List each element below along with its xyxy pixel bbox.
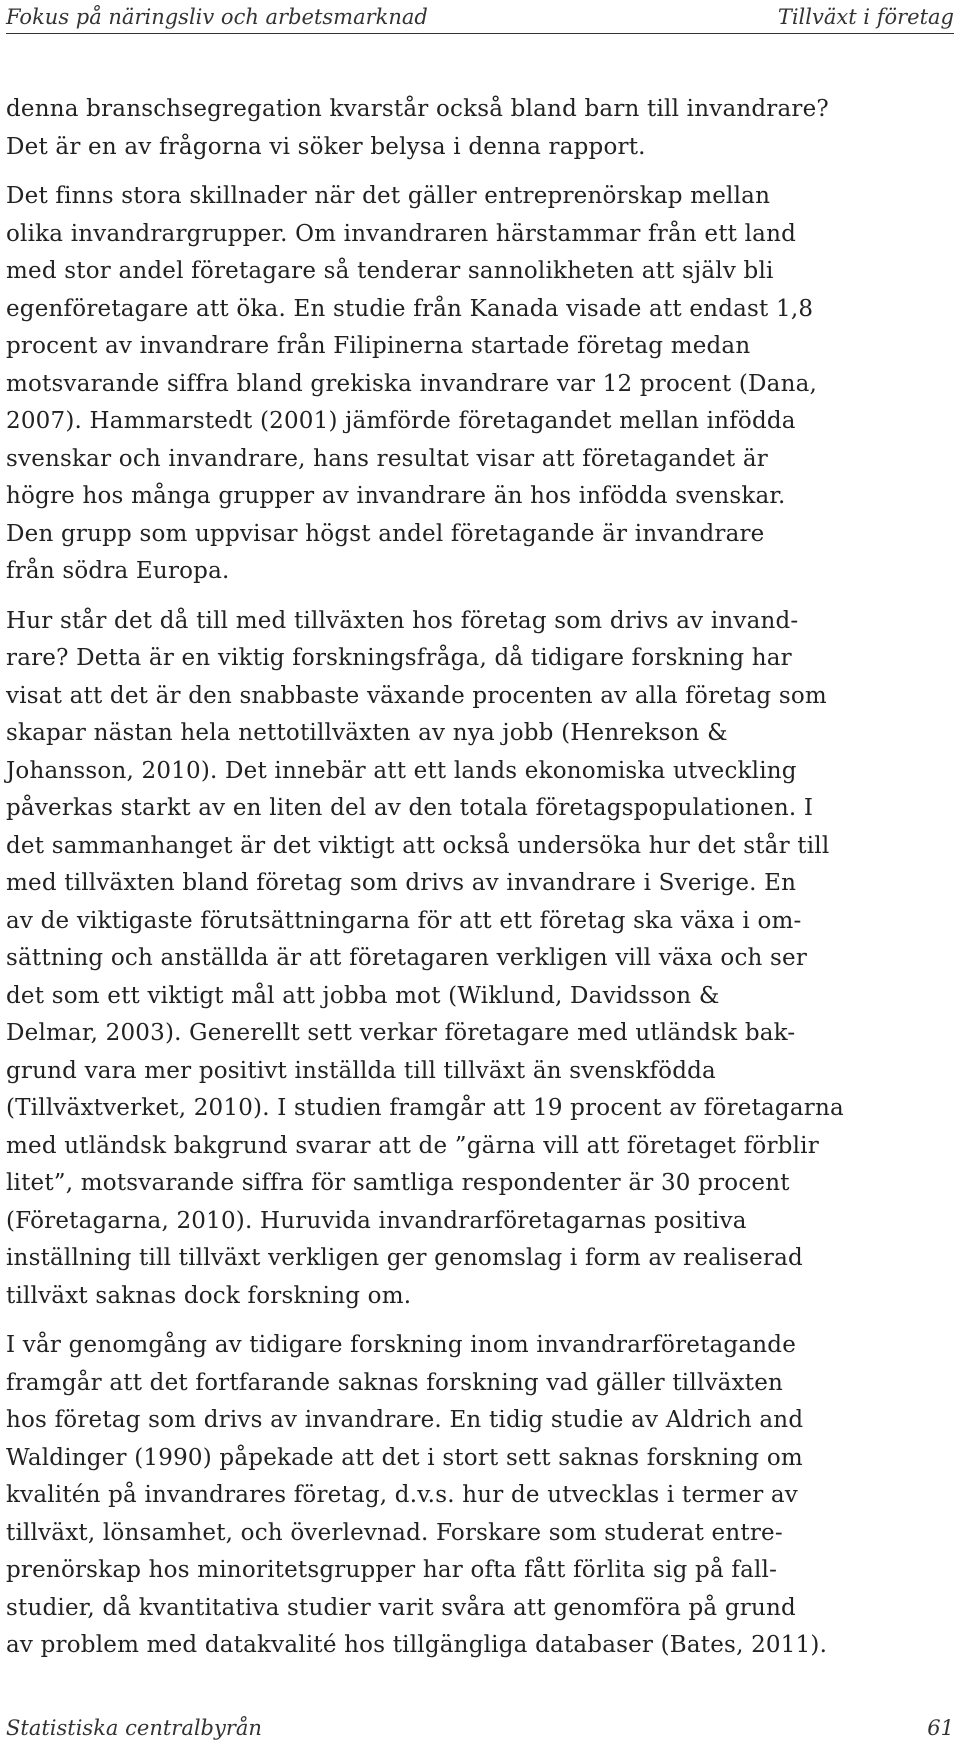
paragraph-4: I vår genomgång av tidigare forskning inom invandrarföretagande framgår att det fortfarande saknas forskning vad gäller tillväxten hos företag som drivs av invandrare. En tidig studie av Aldrich and Waldinger (1990) påpekade att det i stort sett saknas forskning om kvalitén på invandrares företag, d.v.s. hur de utvecklas i termer av tillväxt, lönsamhet, och överlevnad. Forskare som studerat entre- prenörskap hos minoritetsgrupper har ofta fått förlita sig på fall- studier, då kvantitativa studier varit svåra att genomföra på grund av problem med datakvalité hos tillgängliga databaser (Bates, 2011). [6, 1332, 828, 1658]
header-right-title: Tillväxt i företag [777, 4, 954, 29]
body-text [6, 91, 948, 1677]
paragraph-3: Hur står det då till med tillväxten hos företag som drivs av invand- rare? Detta är en viktig forskningsfråga, då tidigare forskning har visat att det är den snabbaste växande procenten av alla företag som skapar nästan hela nettotillväxten av nya jobb (Henrekson & Johansson, 2010). Det innebär att ett lands ekonomiska utveckling påverkas starkt av en liten del av den totala företagspopulationen. I det sammanhanget är det viktigt att också undersöka hur det står till med tillväxten bland företag som drivs av invandrare i Sverige. En av de viktigaste förutsättningarna för att ett företag ska växa i om- sättning och anställda är att företagaren verkligen vill växa och ser det som ett viktigt mål att jobba mot (Wiklund, Davidsson & Delmar, 2003). Generellt sett verkar företagare med utländsk bak- grund vara mer positivt inställda till tillväxt än svenskfödda (Tillväxtverket, 2010). I studien framgår att 19 procent av företagarna med utländsk bakgrund svarar att de ”gärna vill att företaget förblir litet”, motsvarande siffra för samtliga respondenter är 30 procent (Företagarna, 2010). Huruvida invandrarföretagarnas positiva inställning till tillväxt verkligen ger genomslag i form av realiserad tillväxt saknas dock forskning om. [6, 607, 844, 1309]
running-header [6, 0, 954, 34]
header-left-title: Fokus på näringsliv och arbetsmarknad [6, 4, 428, 29]
page-footer [6, 1716, 954, 1740]
page-number: 61 [927, 1716, 954, 1740]
footer-publisher: Statistiska centralbyrån [6, 1716, 262, 1740]
paragraph-2: Det finns stora skillnader när det gäller entreprenörskap mellan olika invandrargrupper. Om invandraren härstammar från ett land med stor andel företagare så tenderar sannolikheten att själv bli egenföretagare att öka. En studie från Kanada visade att endast 1,8 procent av invandrare från Filipinerna startade företag medan motsvarande siffra bland grekiska invandrare var 12 procent (Dana, 2007). Hammarstedt (2001) jämförde företagandet mellan infödda svenskar och invandrare, hans resultat visar att företagandet är högre hos många grupper av invandrare än hos infödda svenskar. Den grupp som uppvisar högst andel företagande är invandrare från södra Europa. [6, 183, 818, 584]
paragraph-1: denna branschsegregation kvarstår också bland barn till invandrare? Det är en av frågorna vi söker belysa i denna rapport. [6, 96, 829, 160]
